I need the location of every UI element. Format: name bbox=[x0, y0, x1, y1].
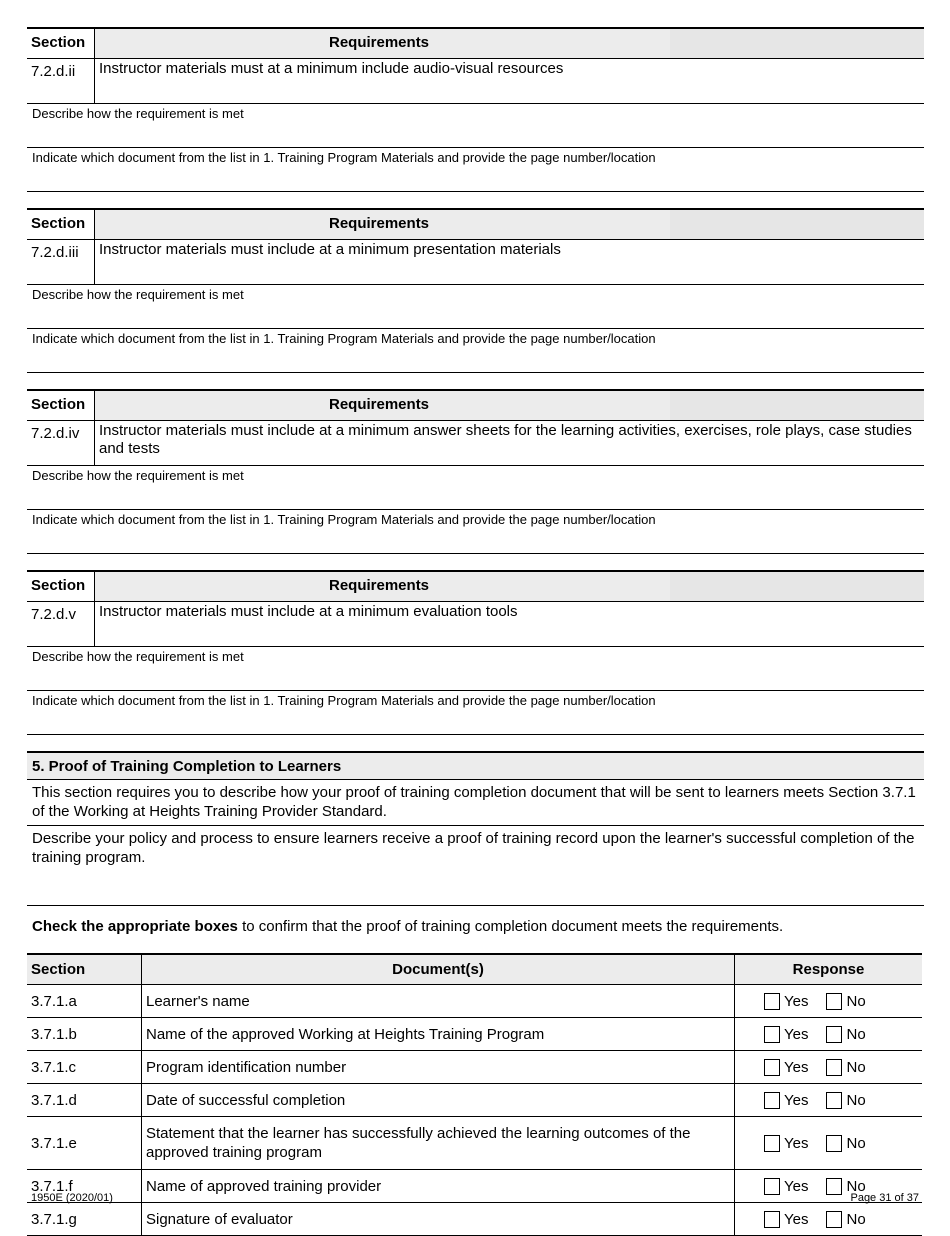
checkbox-icon bbox=[826, 1026, 842, 1043]
requirement-section: 7.2.d.iv bbox=[27, 421, 95, 465]
describe-label: Describe how the requirement is met bbox=[32, 649, 244, 664]
requirements-header: Requirements bbox=[95, 210, 924, 239]
table-header-section: Section bbox=[27, 954, 142, 985]
row-document: Name of the approved Working at Heights Training Program bbox=[142, 1018, 735, 1051]
requirement-row bbox=[27, 602, 924, 647]
indicate-label: Indicate which document from the list in 1. Training Program Materials and provide the page number/location bbox=[32, 693, 656, 708]
section-5-title: 5. Proof of Training Completion to Learners bbox=[27, 751, 924, 780]
requirement-header bbox=[27, 570, 924, 602]
indicate-field[interactable] bbox=[27, 510, 924, 554]
requirement-block bbox=[27, 570, 924, 735]
table-row bbox=[27, 1117, 922, 1170]
row-document: Statement that the learner has successfully achieved the learning outcomes of the approved training program bbox=[142, 1117, 735, 1170]
checkbox-icon bbox=[764, 1135, 780, 1152]
indicate-field[interactable] bbox=[27, 691, 924, 735]
checkbox-icon bbox=[826, 1059, 842, 1076]
row-document: Signature of evaluator bbox=[142, 1203, 735, 1236]
requirement-text: Instructor materials must at a minimum include audio-visual resources bbox=[99, 60, 564, 77]
no-checkbox[interactable]: No bbox=[826, 1135, 865, 1152]
checkbox-icon bbox=[764, 1059, 780, 1076]
yes-checkbox[interactable]: Yes bbox=[764, 1092, 808, 1109]
checkbox-icon bbox=[826, 1135, 842, 1152]
checkbox-icon bbox=[764, 1178, 780, 1195]
table-row bbox=[27, 985, 922, 1018]
row-document: Learner's name bbox=[142, 985, 735, 1018]
form-id: 1950E (2020/01) bbox=[31, 1192, 113, 1204]
yes-checkbox[interactable]: Yes bbox=[764, 1178, 808, 1195]
describe-field[interactable] bbox=[27, 647, 924, 691]
section-5-intro: This section requires you to describe how your proof of training completion document that will be sent to learners meets Section 3.7.1 of the Working at Heights Training Provider Standard. bbox=[27, 780, 924, 826]
table-row bbox=[27, 1203, 922, 1236]
describe-label: Describe how the requirement is met bbox=[32, 287, 244, 302]
indicate-label: Indicate which document from the list in 1. Training Program Materials and provide the page number/location bbox=[32, 512, 656, 527]
row-document: Program identification number bbox=[142, 1051, 735, 1084]
requirement-text: Instructor materials must include at a minimum evaluation tools bbox=[99, 603, 518, 620]
no-checkbox[interactable]: No bbox=[826, 1059, 865, 1076]
row-section: 3.7.1.d bbox=[27, 1084, 142, 1117]
yes-checkbox[interactable]: Yes bbox=[764, 1135, 808, 1152]
describe-field[interactable] bbox=[27, 466, 924, 510]
table-header-response: Response bbox=[735, 954, 923, 985]
checkbox-icon bbox=[826, 1178, 842, 1195]
yes-checkbox[interactable]: Yes bbox=[764, 993, 808, 1010]
table-row bbox=[27, 1051, 922, 1084]
requirement-text: Instructor materials must include at a minimum answer sheets for the learning activities, exercises, role plays, case studies and tests bbox=[99, 422, 912, 457]
table-row bbox=[27, 1084, 922, 1117]
requirement-block bbox=[27, 27, 924, 192]
requirement-text: Instructor materials must include at a minimum presentation materials bbox=[99, 241, 561, 258]
row-section: 3.7.1.e bbox=[27, 1117, 142, 1170]
no-checkbox[interactable]: No bbox=[826, 993, 865, 1010]
form-page bbox=[27, 27, 924, 1236]
table-header-documents: Document(s) bbox=[142, 954, 735, 985]
indicate-field[interactable] bbox=[27, 329, 924, 373]
requirement-row bbox=[27, 240, 924, 285]
indicate-field[interactable] bbox=[27, 148, 924, 192]
yes-checkbox[interactable]: Yes bbox=[764, 1211, 808, 1228]
checkbox-icon bbox=[826, 1211, 842, 1228]
checkbox-icon bbox=[764, 1211, 780, 1228]
section-header: Section bbox=[27, 29, 95, 58]
requirement-block bbox=[27, 208, 924, 373]
policy-prompt: Describe your policy and process to ensure learners receive a proof of training record upon the learner's successful completion of the training program. bbox=[32, 830, 915, 866]
describe-label: Describe how the requirement is met bbox=[32, 468, 244, 483]
checkbox-icon bbox=[764, 993, 780, 1010]
policy-description-field[interactable] bbox=[27, 826, 924, 906]
section-header: Section bbox=[27, 391, 95, 420]
indicate-label: Indicate which document from the list in 1. Training Program Materials and provide the page number/location bbox=[32, 331, 656, 346]
checkbox-icon bbox=[764, 1092, 780, 1109]
requirement-header bbox=[27, 389, 924, 421]
row-section: 3.7.1.a bbox=[27, 985, 142, 1018]
row-section: 3.7.1.f bbox=[27, 1170, 142, 1203]
section-header: Section bbox=[27, 572, 95, 601]
no-checkbox[interactable]: No bbox=[826, 1178, 865, 1195]
requirement-block bbox=[27, 389, 924, 554]
table-row bbox=[27, 1170, 922, 1203]
requirement-row bbox=[27, 59, 924, 104]
no-checkbox[interactable]: No bbox=[826, 1026, 865, 1043]
requirement-section: 7.2.d.v bbox=[27, 602, 95, 646]
row-section: 3.7.1.b bbox=[27, 1018, 142, 1051]
no-checkbox[interactable]: No bbox=[826, 1092, 865, 1109]
requirements-header: Requirements bbox=[95, 391, 924, 420]
yes-checkbox[interactable]: Yes bbox=[764, 1059, 808, 1076]
checkbox-instruction: Check the appropriate boxes to confirm that the proof of training completion document meets the requirements. bbox=[32, 918, 784, 935]
describe-field[interactable] bbox=[27, 285, 924, 329]
requirements-header: Requirements bbox=[95, 572, 924, 601]
requirement-row bbox=[27, 421, 924, 466]
checkbox-icon bbox=[826, 1092, 842, 1109]
requirement-header bbox=[27, 208, 924, 240]
indicate-label: Indicate which document from the list in 1. Training Program Materials and provide the page number/location bbox=[32, 150, 656, 165]
requirement-section: 7.2.d.ii bbox=[27, 59, 95, 103]
row-document: Date of successful completion bbox=[142, 1084, 735, 1117]
describe-field[interactable] bbox=[27, 104, 924, 148]
row-document: Name of approved training provider bbox=[142, 1170, 735, 1203]
checkbox-icon bbox=[826, 993, 842, 1010]
section-header: Section bbox=[27, 210, 95, 239]
table-row bbox=[27, 1018, 922, 1051]
page-number: Page 31 of 37 bbox=[850, 1192, 919, 1204]
checkbox-icon bbox=[764, 1026, 780, 1043]
row-section: 3.7.1.c bbox=[27, 1051, 142, 1084]
no-checkbox[interactable]: No bbox=[826, 1211, 865, 1228]
requirement-section: 7.2.d.iii bbox=[27, 240, 95, 284]
yes-checkbox[interactable]: Yes bbox=[764, 1026, 808, 1043]
row-section: 3.7.1.g bbox=[27, 1203, 142, 1236]
requirement-header bbox=[27, 27, 924, 59]
requirements-header: Requirements bbox=[95, 29, 924, 58]
describe-label: Describe how the requirement is met bbox=[32, 106, 244, 121]
proof-requirements-table bbox=[27, 953, 922, 1236]
